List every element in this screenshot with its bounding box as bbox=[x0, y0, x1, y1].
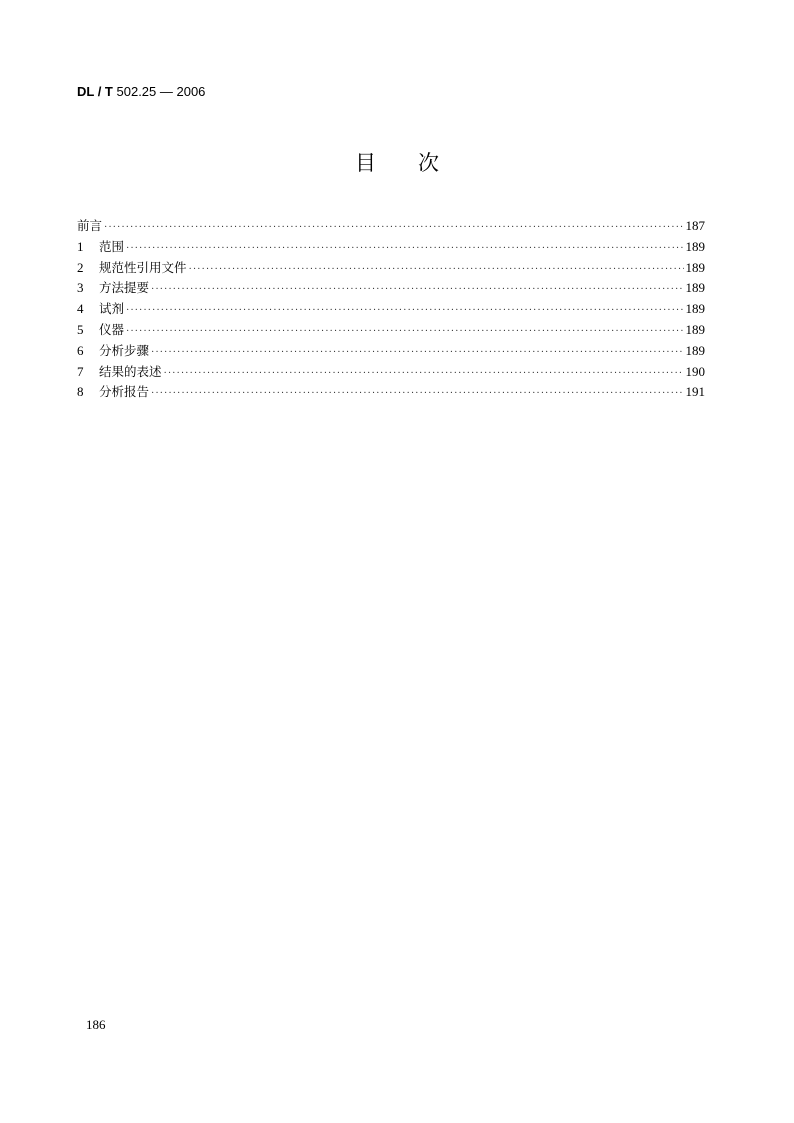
toc-entry-5[interactable] bbox=[77, 320, 705, 341]
toc-entry-number: 1 bbox=[77, 238, 84, 254]
toc-entry-title: 分析步骤 bbox=[99, 342, 150, 358]
toc-entry-title: 结果的表述 bbox=[99, 363, 162, 379]
toc-entry-page: 189 bbox=[685, 301, 705, 317]
toc-entry-title: 范围 bbox=[99, 238, 125, 254]
toc-entry-number: 6 bbox=[77, 342, 84, 358]
toc-entry-title: 前言 bbox=[77, 218, 103, 233]
toc-entry-title: 试剂 bbox=[99, 301, 125, 317]
toc-entry-number: 4 bbox=[77, 301, 84, 317]
toc-leader-dots bbox=[189, 260, 684, 281]
toc-entry-8[interactable] bbox=[77, 382, 705, 403]
toc-entry-6[interactable] bbox=[77, 341, 705, 362]
standard-number: 502.25 — 2006 bbox=[116, 84, 206, 99]
toc-entry-4[interactable] bbox=[77, 299, 705, 320]
toc-entry-number: 3 bbox=[77, 280, 84, 296]
table-of-contents bbox=[77, 216, 705, 403]
toc-entry-page: 189 bbox=[685, 280, 705, 296]
toc-leader-dots bbox=[151, 280, 683, 301]
toc-entry-page: 189 bbox=[685, 259, 705, 275]
toc-leader-dots bbox=[126, 239, 683, 260]
toc-entry-3[interactable] bbox=[77, 278, 705, 299]
toc-leader-dots bbox=[126, 322, 683, 343]
toc-entry-7[interactable] bbox=[77, 362, 705, 383]
toc-entry-page: 189 bbox=[685, 321, 705, 337]
toc-entry-2[interactable] bbox=[77, 258, 705, 279]
toc-leader-dots bbox=[104, 218, 683, 239]
toc-entry-number: 7 bbox=[77, 363, 84, 379]
toc-leader-dots bbox=[126, 301, 683, 322]
toc-entry-page: 191 bbox=[685, 384, 705, 400]
toc-entry-foreword[interactable] bbox=[77, 216, 705, 237]
toc-entry-page: 187 bbox=[685, 218, 705, 233]
toc-leader-dots bbox=[151, 343, 683, 364]
toc-entry-number: 2 bbox=[77, 259, 84, 275]
toc-entry-title: 方法提要 bbox=[99, 280, 150, 296]
page-number: 186 bbox=[86, 1017, 106, 1032]
toc-entry-page: 189 bbox=[685, 342, 705, 358]
toc-entry-1[interactable] bbox=[77, 237, 705, 258]
toc-entry-page: 190 bbox=[685, 363, 705, 379]
toc-entry-page: 189 bbox=[685, 238, 705, 254]
standard-prefix: DL / T bbox=[77, 84, 113, 99]
toc-leader-dots bbox=[151, 384, 683, 405]
toc-leader-dots bbox=[164, 364, 684, 385]
toc-entry-title: 分析报告 bbox=[99, 384, 150, 400]
page-title: 目次 bbox=[355, 151, 481, 175]
toc-entry-title: 仪器 bbox=[99, 321, 125, 337]
standard-code bbox=[77, 84, 205, 100]
toc-entry-title: 规范性引用文件 bbox=[99, 259, 187, 275]
toc-entry-number: 8 bbox=[77, 384, 84, 400]
toc-entry-number: 5 bbox=[77, 321, 84, 337]
